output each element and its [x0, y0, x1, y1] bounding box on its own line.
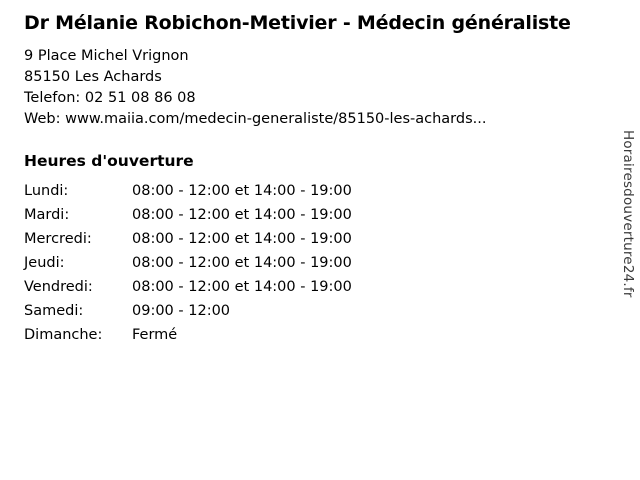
address-city: 85150 Les Achards [24, 69, 162, 85]
table-row [24, 302, 352, 326]
day-hours: 08:00 - 12:00 et 14:00 - 19:00 [132, 279, 352, 295]
content-area [24, 10, 594, 350]
opening-hours-table [24, 182, 352, 350]
address-street: 9 Place Michel Vrignon [24, 48, 189, 64]
day-label: Mercredi: [24, 231, 92, 247]
website-url: Web: www.maiia.com/medecin-generaliste/85150-les-achards... [24, 111, 487, 127]
day-hours: Fermé [132, 327, 178, 343]
day-label: Lundi: [24, 183, 69, 199]
table-row [24, 254, 352, 278]
page-title: Dr Mélanie Robichon-Metivier - Médecin généraliste [24, 12, 571, 34]
day-hours: 09:00 - 12:00 [132, 303, 231, 319]
day-hours: 08:00 - 12:00 et 14:00 - 19:00 [132, 255, 352, 271]
day-hours: 08:00 - 12:00 et 14:00 - 19:00 [132, 231, 352, 247]
opening-hours-heading: Heures d'ouverture [24, 152, 194, 170]
day-label: Samedi: [24, 303, 84, 319]
day-label: Vendredi: [24, 279, 93, 295]
day-label: Jeudi: [24, 255, 65, 271]
day-hours: 08:00 - 12:00 et 14:00 - 19:00 [132, 207, 352, 223]
table-row [24, 278, 352, 302]
table-row [24, 182, 352, 206]
phone-number: Telefon: 02 51 08 86 08 [24, 90, 196, 106]
table-row [24, 230, 352, 254]
day-label: Mardi: [24, 207, 70, 223]
table-row [24, 206, 352, 230]
day-hours: 08:00 - 12:00 et 14:00 - 19:00 [132, 183, 352, 199]
day-label: Dimanche: [24, 327, 103, 343]
watermark-text: Horairesdouverture24.fr [620, 130, 636, 298]
table-row [24, 326, 352, 350]
